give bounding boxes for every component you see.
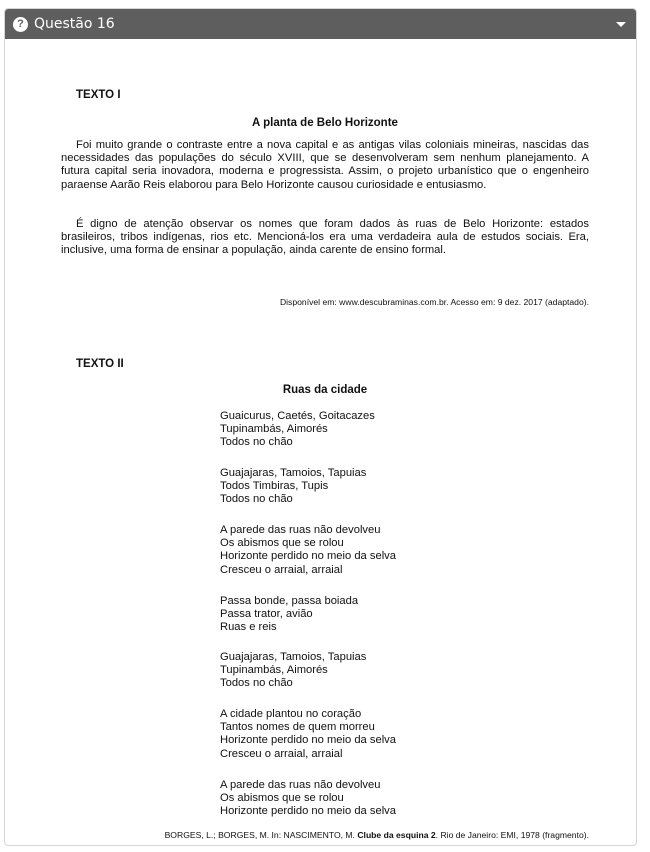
poem-line: Cresceu o arraial, arraial: [220, 563, 343, 576]
poem-line: Horizonte perdido no meio da selva: [220, 550, 396, 563]
poem-line: Tupinambás, Aimorés: [220, 664, 328, 677]
poem-line: Horizonte perdido no meio da selva: [220, 734, 396, 747]
question-panel: [4, 8, 637, 846]
texto1-title: A planta de Belo Horizonte: [252, 117, 398, 129]
poem-line: Horizonte perdido no meio da selva: [220, 805, 396, 818]
poem-line: Todos Timbiras, Tupis: [220, 480, 329, 493]
credit-before: BORGES, L.; BORGES, M. In: NASCIMENTO, M.: [164, 830, 358, 840]
poem-line: Cresceu o arraial, arraial: [220, 747, 343, 760]
poem-line: Todos no chão: [220, 436, 293, 449]
poem-line: Passa trator, avião: [220, 608, 313, 621]
poem-stanza: [220, 779, 396, 819]
poem-line: Os abismos que se rolou: [220, 537, 344, 550]
question-content: [5, 39, 636, 845]
poem-line: A cidade plantou no coração: [220, 708, 362, 720]
poem-stanza: [220, 467, 366, 507]
poem-line: A parede das ruas não devolveu: [220, 779, 381, 791]
poem-stanza: [220, 524, 396, 577]
poem-line: Tupinambás, Aimorés: [220, 423, 328, 436]
poem-line: Todos no chão: [220, 493, 293, 506]
caret-down-icon[interactable]: [616, 22, 626, 27]
credit-after: . Rio de Janeiro: EMI, 1978 (fragmento).: [435, 830, 589, 840]
poem-line: Todos no chão: [220, 677, 293, 690]
question-circle-icon: ?: [13, 17, 28, 32]
poem-line: Passa bonde, passa boiada: [220, 595, 359, 607]
poem-line: Guaicurus, Caetés, Goitacazes: [220, 410, 375, 422]
texto2-label: TEXTO II: [76, 358, 124, 370]
poem-line: Guajajaras, Tamoios, Tapuias: [220, 467, 367, 479]
texto1-paragraph-2: É digno de atenção observar os nomes que foram dados às ruas de Belo Horizonte: estados brasileiros, tribos indígenas, rios etc. Mencioná-los era uma verdadeira aula de estudos sociais. Era, inclusive, uma forma de ensinar a população, ainda carente de ensino formal.: [61, 218, 589, 257]
credit-work: Clube da esquina 2: [357, 830, 436, 840]
texto1-source: Disponível em: www.descubraminas.com.br. Acesso em: 9 dez. 2017 (adaptado).: [279, 297, 589, 307]
poem-line: Tantos nomes de quem morreu: [220, 721, 375, 734]
poem-line: Ruas e reis: [220, 621, 277, 634]
texto1-label: TEXTO I: [76, 89, 121, 101]
poem-stanza: [220, 595, 358, 635]
texto1-paragraph-1: Foi muito grande o contraste entre a nova capital e as antigas vilas coloniais mineiras, nascidas das necessidades das populações do século XVIII, que se desenvolveram sem nenhum planejamento. A futura capital seria inovadora, moderna e progressista. Assim, o projeto urbanístico que o engenheiro paraense Aarão Reis elaborou para Belo Horizonte causou curiosidade e entusiasmo.: [61, 139, 589, 191]
poem-stanza: [220, 410, 375, 450]
question-title: Questão 16: [34, 16, 115, 32]
texto2-credit: [165, 829, 589, 842]
question-header[interactable]: [5, 9, 636, 39]
poem-stanza: [220, 708, 396, 761]
poem-stanza: [220, 651, 366, 691]
poem-line: Os abismos que se rolou: [220, 792, 344, 805]
poem-line: A parede das ruas não devolveu: [220, 524, 381, 536]
poem-line: Guajajaras, Tamoios, Tapuias: [220, 651, 367, 663]
texto2-title: Ruas da cidade: [282, 384, 368, 396]
